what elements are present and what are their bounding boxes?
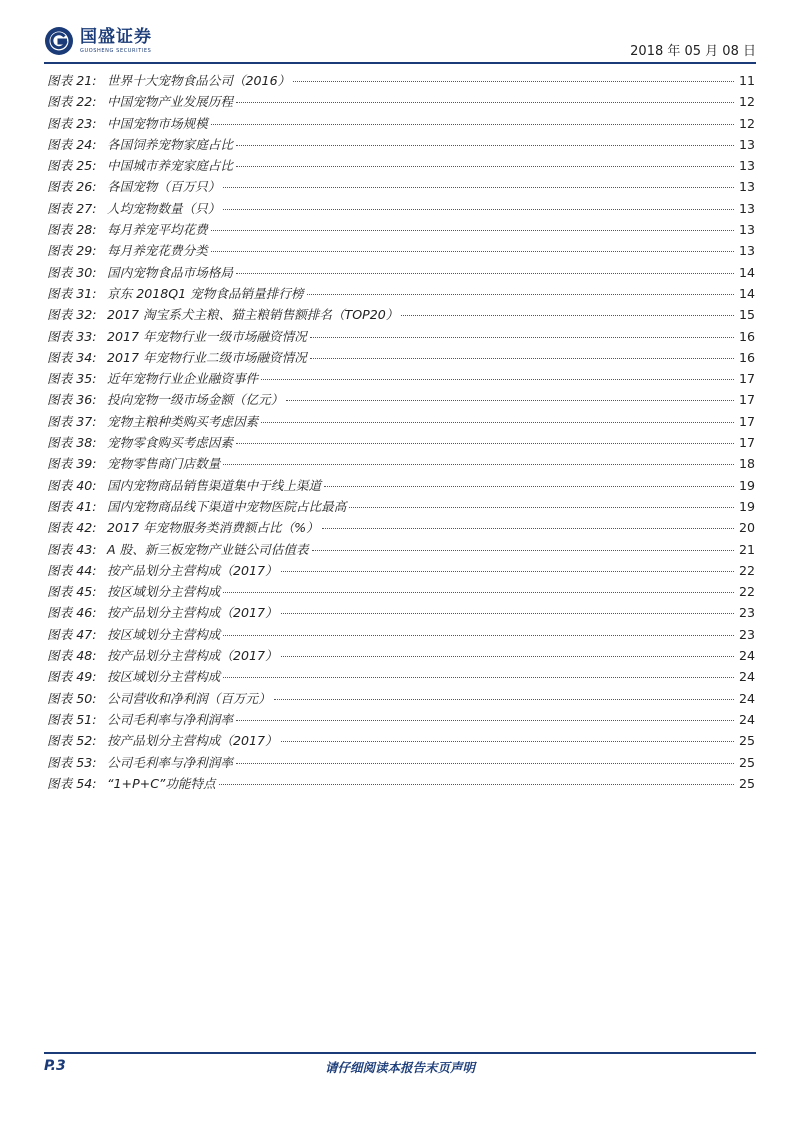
toc-entry-label: 图表 41: [47,498,97,514]
toc-entry-label: 图表 33: [47,328,97,344]
toc-entry-label: 图表 29: [47,243,97,259]
toc-entry-page: 13 [738,136,755,152]
toc-entry[interactable] [47,666,755,687]
toc-entry-label: 图表 32: [47,307,97,323]
toc-entry-page: 13 [738,243,755,259]
toc-entry-page: 25 [738,754,755,770]
toc-entry-page: 13 [738,179,755,195]
toc-entry-title: 按产品划分主营构成（2017） [107,562,278,578]
toc-entry-title: 宠物主粮种类购买考虑因素 [107,413,259,429]
toc-entry-title: 公司营收和净利润（百万元） [107,690,271,706]
toc-dot-leader [236,273,734,274]
toc-entry[interactable] [47,730,755,751]
toc-entry-page: 12 [738,94,755,110]
toc-dot-leader [211,124,734,125]
toc-dot-leader [281,613,734,614]
toc-entry[interactable] [47,155,755,176]
toc-entry[interactable] [47,752,755,773]
toc-entry-label: 图表 26: [47,179,97,195]
toc-dot-leader [261,422,734,423]
toc-entry-title: 中国宠物市场规模 [107,115,208,131]
toc-entry-label: 图表 22: [47,94,97,110]
toc-dot-leader [236,763,734,764]
table-of-figures [47,70,755,794]
toc-entry-page: 17 [738,371,755,387]
toc-entry-title: A 股、新三板宠物产业链公司估值表 [107,541,309,557]
toc-entry-page: 24 [738,669,755,685]
toc-entry-label: 图表 49: [47,669,97,685]
toc-entry[interactable] [47,539,755,560]
toc-entry-page: 11 [738,73,755,88]
toc-entry-title: 2017 年宠物服务类消费额占比（%） [107,520,319,536]
toc-entry[interactable] [47,389,755,410]
toc-entry[interactable] [47,70,755,91]
toc-entry-page: 16 [738,349,755,365]
toc-entry-page: 23 [738,626,755,642]
toc-dot-leader [223,187,734,188]
company-name-en: GUOSHENG SECURITIES [80,47,152,54]
toc-entry-label: 图表 24: [47,136,97,152]
toc-entry[interactable] [47,560,755,581]
report-date: 2018 年 05 月 08 日 [630,44,756,59]
toc-entry-label: 图表 30: [47,264,97,280]
toc-entry-title: 各国饲养宠物家庭占比 [107,136,233,152]
toc-entry-page: 19 [738,498,755,514]
company-name-cn: 国盛证券 [80,26,152,47]
toc-entry[interactable] [47,347,755,368]
toc-entry[interactable] [47,581,755,602]
toc-entry-title: 按产品划分主营构成（2017） [107,605,278,621]
toc-entry[interactable] [47,709,755,730]
toc-entry[interactable] [47,475,755,496]
toc-entry-label: 图表 35: [47,371,97,387]
footer-disclaimer: 请仔细阅读本报告末页声明 [324,1060,475,1075]
toc-entry[interactable] [47,602,755,623]
toc-dot-leader [310,337,734,338]
toc-entry-title: 中国城市养宠家庭占比 [107,158,233,174]
toc-entry-title: 公司毛利率与净利润率 [107,711,233,727]
toc-entry-page: 21 [738,541,755,557]
toc-entry[interactable] [47,91,755,112]
toc-dot-leader [223,677,734,678]
toc-entry-title: 按产品划分主营构成（2017） [107,648,278,664]
toc-entry-title: 公司毛利率与净利润率 [107,754,233,770]
toc-entry-title: “1+P+C”功能特点 [107,775,216,791]
toc-dot-leader [281,741,734,742]
toc-entry[interactable] [47,432,755,453]
toc-entry-title: 国内宠物商品线下渠道中宠物医院占比最高 [107,498,347,514]
toc-dot-leader [293,81,734,82]
toc-entry-page: 14 [738,285,755,301]
toc-entry-label: 图表 34: [47,349,97,365]
toc-entry-title: 京东 2018Q1 宠物食品销量排行榜 [107,285,304,301]
company-logo [44,26,152,56]
footer-divider [44,1052,756,1054]
toc-dot-leader [324,486,734,487]
toc-entry[interactable] [47,624,755,645]
toc-dot-leader [236,145,734,146]
guosheng-logo-icon [44,26,74,56]
toc-dot-leader [312,550,734,551]
toc-entry[interactable] [47,326,755,347]
toc-dot-leader [286,400,734,401]
toc-entry-page: 20 [738,520,755,536]
toc-entry-title: 2017 淘宝系犬主粮、猫主粮销售额排名（TOP20） [107,307,399,323]
toc-entry-label: 图表 36: [47,392,97,408]
toc-dot-leader [261,379,734,380]
toc-dot-leader [281,571,734,572]
toc-dot-leader [236,166,734,167]
toc-entry-label: 图表 43: [47,541,97,557]
toc-entry-label: 图表 42: [47,520,97,536]
toc-entry-label: 图表 47: [47,626,97,642]
toc-entry-page: 17 [738,435,755,451]
toc-entry[interactable] [47,134,755,155]
toc-entry-page: 16 [738,328,755,344]
toc-entry[interactable] [47,240,755,261]
page-number: P.3 [44,1058,66,1074]
toc-entry-label: 图表 25: [47,158,97,174]
toc-dot-leader [223,209,734,210]
toc-dot-leader [307,294,734,295]
toc-entry-page: 17 [738,413,755,429]
toc-entry-title: 按区域划分主营构成 [107,669,221,685]
toc-entry-label: 图表 48: [47,648,97,664]
toc-entry-page: 22 [738,562,755,578]
toc-entry-title: 投向宠物一级市场金额（亿元） [107,392,284,408]
toc-entry-title: 人均宠物数量（只） [107,200,221,216]
toc-entry-page: 25 [738,733,755,749]
toc-entry[interactable] [47,517,755,538]
toc-entry-label: 图表 46: [47,605,97,621]
toc-entry-page: 13 [738,200,755,216]
toc-entry-label: 图表 51: [47,711,97,727]
toc-dot-leader [281,656,734,657]
toc-entry-title: 2017 年宠物行业二级市场融资情况 [107,349,307,365]
toc-entry-page: 23 [738,605,755,621]
toc-entry-label: 图表 28: [47,222,97,238]
toc-entry-title: 按产品划分主营构成（2017） [107,733,278,749]
toc-entry[interactable] [47,198,755,219]
toc-entry-label: 图表 39: [47,456,97,472]
toc-dot-leader [219,784,734,785]
toc-entry-page: 24 [738,711,755,727]
toc-entry-title: 各国宠物（百万只） [107,179,221,195]
toc-dot-leader [211,230,734,231]
toc-dot-leader [274,699,734,700]
toc-entry-title: 宠物零售商门店数量 [107,456,221,472]
page-header [44,26,756,60]
toc-entry-label: 图表 31: [47,285,97,301]
toc-entry[interactable] [47,773,755,794]
toc-entry-page: 24 [738,690,755,706]
toc-entry[interactable] [47,688,755,709]
toc-dot-leader [223,592,734,593]
toc-entry-label: 图表 54: [47,775,97,791]
toc-entry-page: 12 [738,115,755,131]
toc-entry-title: 按区域划分主营构成 [107,584,221,600]
toc-entry-page: 13 [738,222,755,238]
toc-entry-page: 24 [738,648,755,664]
toc-entry-label: 图表 21: [47,73,97,88]
toc-entry-title: 每月养宠平均花费 [107,222,208,238]
toc-entry-label: 图表 53: [47,754,97,770]
toc-entry-label: 图表 44: [47,562,97,578]
toc-entry-label: 图表 27: [47,200,97,216]
toc-dot-leader [322,528,734,529]
toc-entry-title: 2017 年宠物行业一级市场融资情况 [107,328,307,344]
toc-entry-title: 国内宠物商品销售渠道集中于线上渠道 [107,477,322,493]
toc-entry-title: 中国宠物产业发展历程 [107,94,233,110]
toc-entry[interactable] [47,645,755,666]
toc-entry-title: 近年宠物行业企业融资事件 [107,371,259,387]
toc-entry-page: 22 [738,584,755,600]
toc-dot-leader [223,464,734,465]
toc-entry[interactable] [47,453,755,474]
toc-entry-page: 25 [738,775,755,791]
toc-entry-title: 按区域划分主营构成 [107,626,221,642]
toc-entry-label: 图表 40: [47,477,97,493]
toc-entry[interactable] [47,368,755,389]
toc-entry-title: 宠物零食购买考虑因素 [107,435,233,451]
toc-entry-label: 图表 38: [47,435,97,451]
toc-dot-leader [223,635,734,636]
toc-dot-leader [401,315,734,316]
toc-entry[interactable] [47,496,755,517]
toc-dot-leader [236,102,734,103]
toc-dot-leader [349,507,734,508]
toc-entry-title: 每月养宠花费分类 [107,243,208,259]
toc-dot-leader [236,443,734,444]
toc-entry-title: 世界十大宠物食品公司（2016） [107,73,291,88]
toc-entry-page: 13 [738,158,755,174]
toc-entry[interactable] [47,113,755,134]
toc-entry-page: 17 [738,392,755,408]
toc-entry-label: 图表 45: [47,584,97,600]
toc-entry[interactable] [47,219,755,240]
toc-entry-label: 图表 37: [47,413,97,429]
toc-entry[interactable] [47,411,755,432]
toc-entry[interactable] [47,262,755,283]
toc-entry-title: 国内宠物食品市场格局 [107,264,233,280]
toc-entry-page: 19 [738,477,755,493]
toc-dot-leader [236,720,734,721]
toc-entry-label: 图表 50: [47,690,97,706]
toc-entry-page: 14 [738,264,755,280]
toc-entry[interactable] [47,304,755,325]
header-divider [44,62,756,64]
toc-entry-label: 图表 52: [47,733,97,749]
toc-entry[interactable] [47,283,755,304]
toc-entry[interactable] [47,176,755,197]
toc-entry-page: 15 [738,307,755,323]
toc-entry-page: 18 [738,456,755,472]
toc-dot-leader [310,358,734,359]
toc-dot-leader [211,251,734,252]
toc-entry-label: 图表 23: [47,115,97,131]
